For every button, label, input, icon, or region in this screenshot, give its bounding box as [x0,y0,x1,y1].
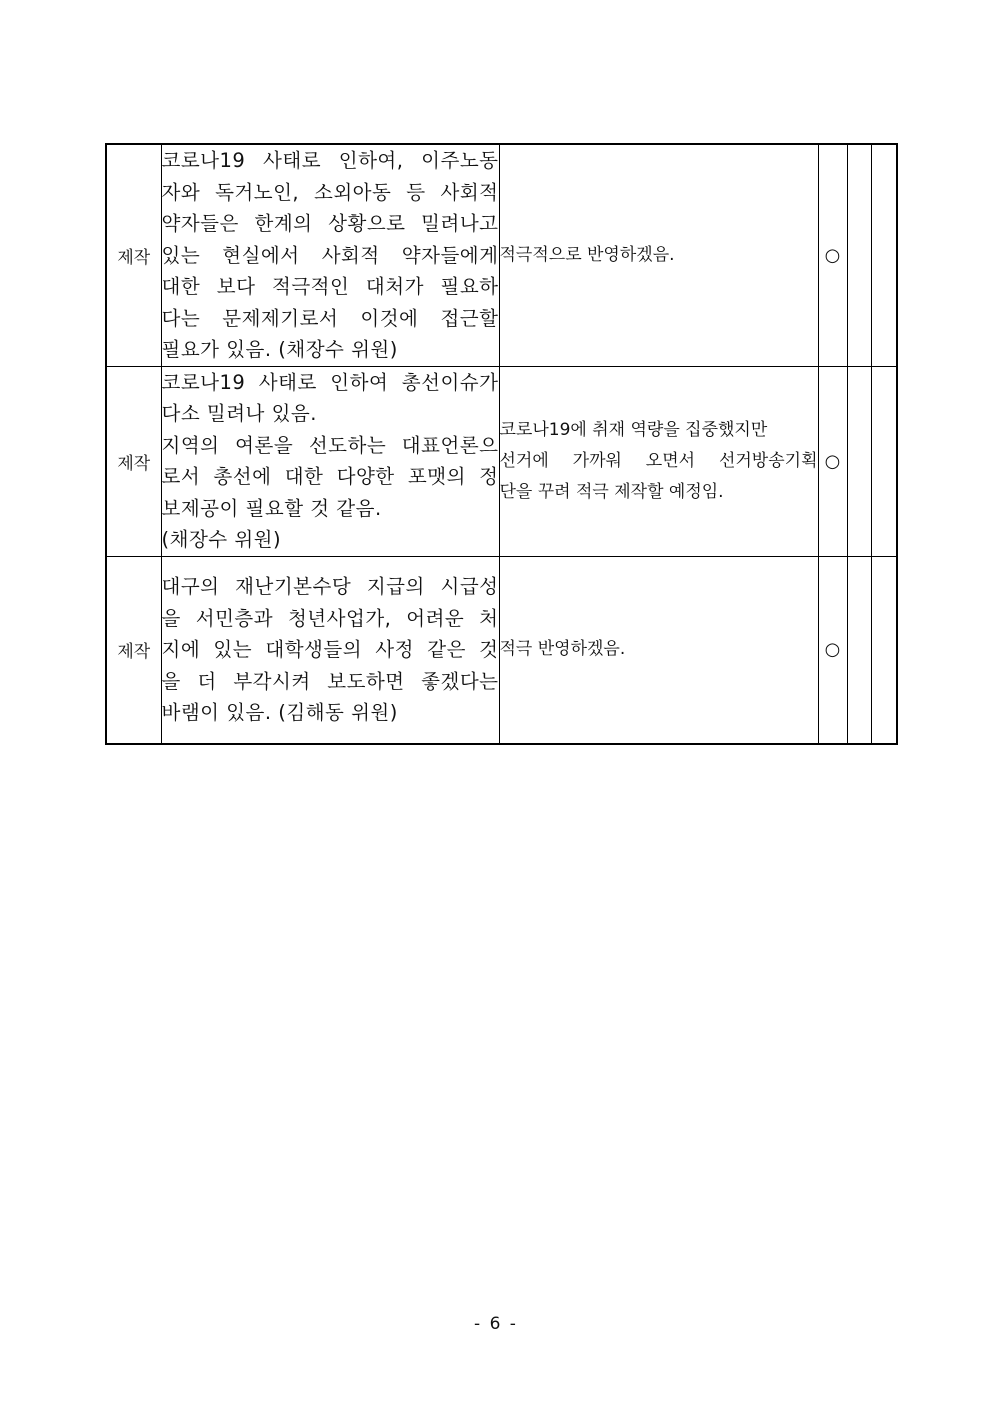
opinion-line: 코로나19 사태로 인하여 총선이슈가 [161,370,499,394]
empty-cell [847,366,871,556]
table-row [106,144,897,366]
category-cell: 제작 [106,366,161,556]
category-cell: 제작 [106,144,161,366]
status-mark: ○ [818,366,847,556]
empty-cell [871,144,897,366]
category-cell: 제작 [106,556,161,744]
response-line: 단을 꾸려 적극 제작할 예정임. [499,481,724,502]
opinion-table [105,143,898,745]
opinion-line: 로서 총선에 대한 다양한 포맷의 정 [161,465,499,488]
opinion-line: 코로나19 사태로 인하여, 이주노동 [161,149,499,172]
opinion-line: 지에 있는 대학생들의 사정 같은 것 [161,638,499,661]
table-row [106,366,897,556]
response-cell [499,144,818,366]
opinion-line: 대한 보다 적극적인 대처가 필요하 [161,275,499,298]
page-number: - 6 - [474,1314,518,1334]
response-cell [499,556,818,744]
opinion-line: 지역의 여론을 선도하는 대표언론으 [161,433,499,457]
opinion-line: 을 더 부각시켜 보도하면 좋겠다는 [161,669,499,693]
opinion-line: 필요가 있음. (채장수 위원) [161,338,398,361]
opinion-line: 다소 밀려나 있음. [161,402,317,425]
opinion-line: 을 서민층과 청년사업가, 어려운 처 [161,606,499,630]
response-line: 코로나19에 취재 역량을 집중했지만 [499,419,768,440]
response-line: 선거에 가까워 오면서 선거방송기획 [499,450,818,471]
opinion-cell [161,144,499,366]
empty-cell [871,556,897,744]
response-line: 적극 반영하겠음. [499,639,626,660]
status-mark: ○ [818,556,847,744]
opinion-line: (채장수 위원) [161,528,282,551]
response-line: 적극적으로 반영하겠음. [499,244,675,265]
empty-cell [847,556,871,744]
opinion-line: 대구의 재난기본수당 지급의 시급성 [161,575,499,598]
opinion-line: 자와 독거노인, 소외아동 등 사회적 [161,180,499,204]
opinion-cell [161,556,499,744]
table-row [106,556,897,744]
status-mark: ○ [818,144,847,366]
empty-cell [871,366,897,556]
opinion-line: 다는 문제제기로서 이것에 접근할 [161,306,499,330]
opinion-line: 약자들은 한계의 상황으로 밀려나고 [161,212,499,235]
opinion-line: 있는 현실에서 사회적 약자들에게 [161,243,499,267]
response-cell [499,366,818,556]
empty-cell [847,144,871,366]
opinion-cell [161,366,499,556]
opinion-line: 바램이 있음. (김해동 위원) [161,701,398,724]
opinion-line: 보제공이 필요할 것 같음. [161,496,382,520]
